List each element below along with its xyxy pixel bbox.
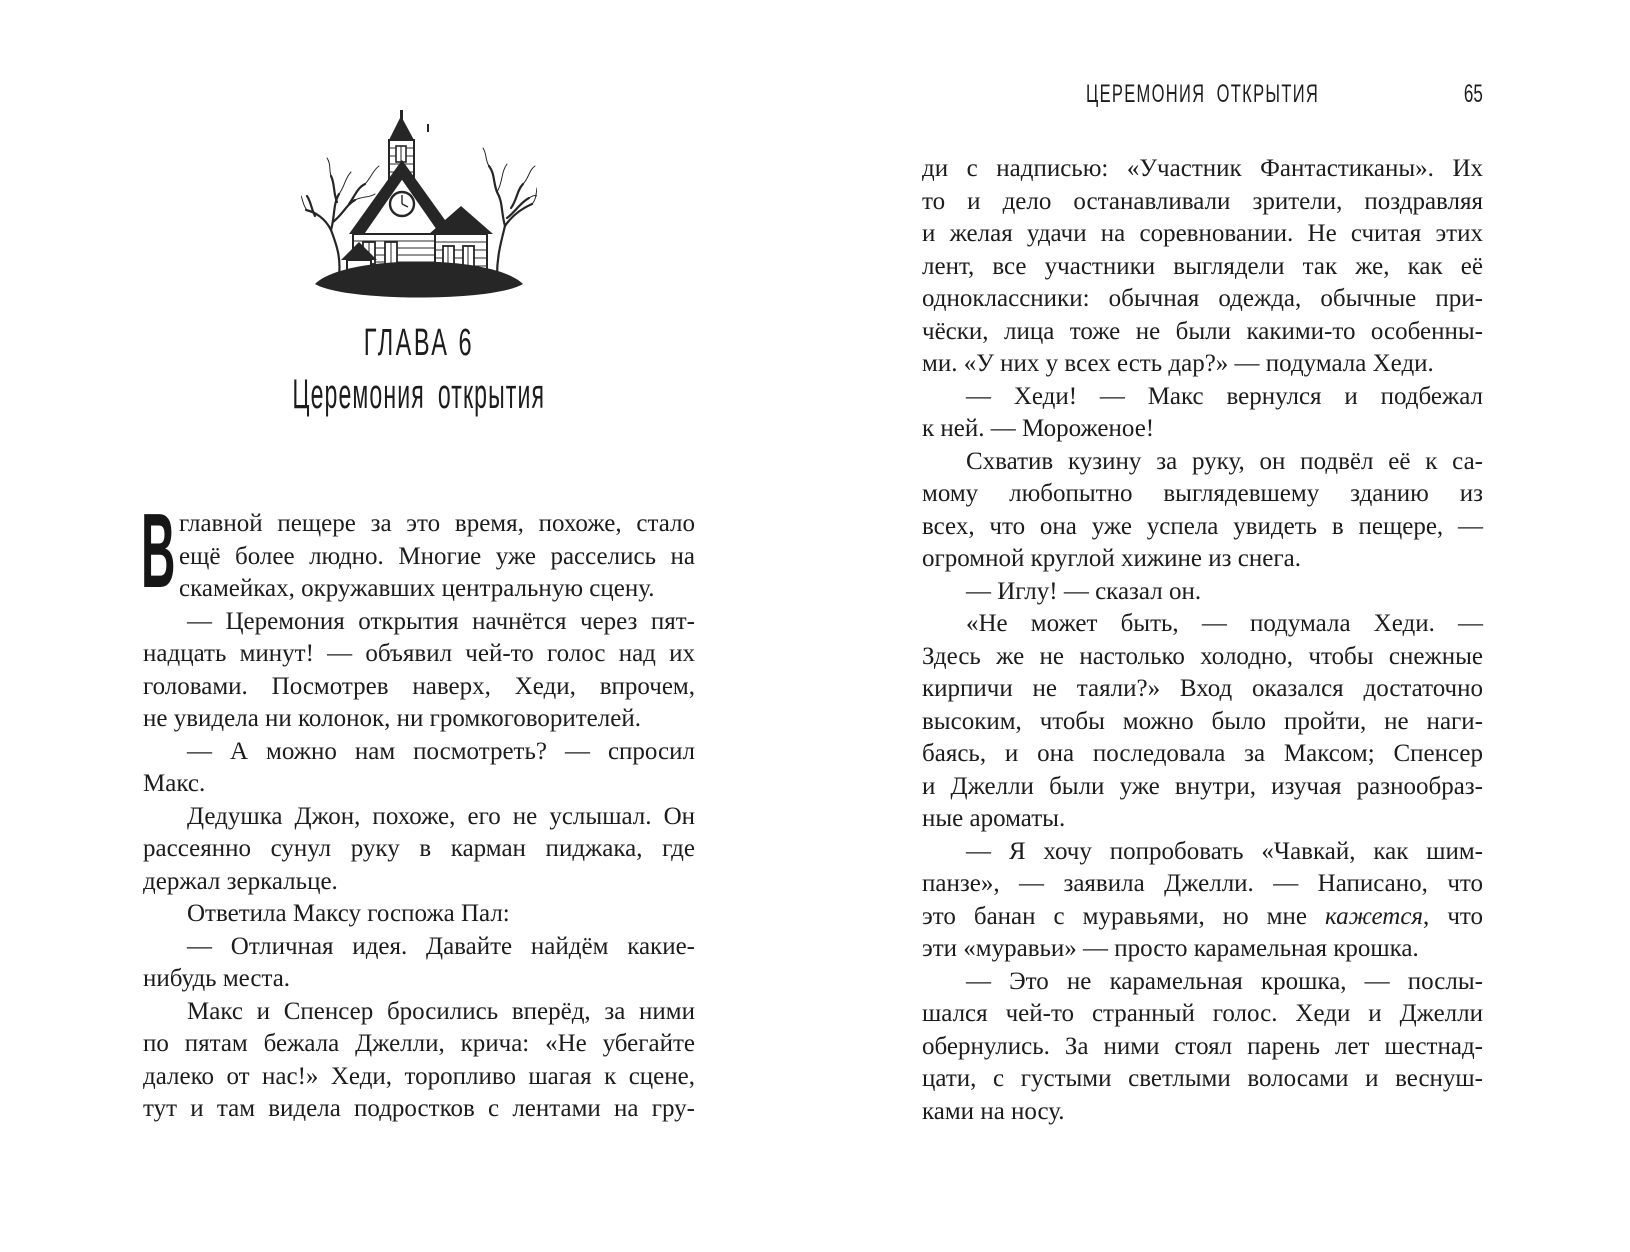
text-line: к ней. — Мороженое! (922, 415, 1155, 442)
text-line: шался чей-то странный голос. Хеди и Джелли (922, 1000, 1483, 1027)
text-line: обернулись. За ними стоял парень лет шестнад- (922, 1032, 1483, 1060)
text-line: одноклассники: обычная одежда, обычные при- (922, 285, 1483, 312)
text-line: огромной круглой хижине из снега. (922, 545, 1301, 572)
text-line: кирпичи не таяли?» Вход оказался достаточно (922, 675, 1483, 702)
text-line: мому любопытно выглядевшему зданию из (922, 480, 1483, 507)
text-line: и желая удачи на соревновании. Не считая этих (922, 220, 1483, 247)
text-line: — А можно нам посмотреть? — спросил (187, 737, 695, 765)
text-line: Макс и Спенсер бросились вперёд, за ними (187, 997, 695, 1025)
text-line: не увидела ни колонок, ни громкоговорителей. (143, 705, 641, 732)
text-line: — Я хочу попробовать «Чавкай, как шим- (966, 837, 1483, 865)
running-header: ЦЕРЕМОНИЯ ОТКРЫТИЯ (1085, 80, 1320, 108)
chapter-illustration (143, 108, 695, 313)
page-number: 65 (1464, 80, 1483, 108)
text-line: — Хеди! — Макс вернулся и подбежал (966, 382, 1483, 410)
text-line: — Отличная идея. Давайте найдём какие- (187, 932, 695, 960)
text-line: ди с надписью: «Участник Фантастиканы». Их (922, 155, 1483, 182)
text-line: скамейках, окружавших центральную сцену. (179, 575, 655, 602)
text-line: надцать минут! — объявил чей-то голос над их (143, 640, 695, 667)
text-line: головами. Посмотрев наверх, Хеди, впрочем, (143, 672, 695, 700)
text-line: это банан с муравьями, но мне кажется, что (922, 902, 1483, 930)
text-line: — Иглу! — сказал он. (966, 577, 1202, 605)
text-line: Схватив кузину за руку, он подвёл её к са- (966, 447, 1483, 475)
text-line: ми. «У них у всех есть дар?» — подумала Хеди. (922, 350, 1434, 377)
text-line: высоким, чтобы можно было пройти, не наги- (922, 707, 1483, 735)
text-line: Ответила Максу госпожа Пал: (187, 900, 510, 927)
chapter-number: ГЛАВА 6 (363, 322, 475, 364)
text-line: главной пещере за это время, похоже, стало (179, 510, 695, 537)
text-line: Здесь же не настолько холодно, чтобы снежные (922, 642, 1483, 670)
text-line: всех, что она уже успела увидеть в пещере, — (922, 512, 1483, 540)
text-line: Макс. (143, 770, 206, 797)
text-line: — Церемония открытия начнётся через пят- (187, 607, 695, 635)
drop-cap: В (141, 492, 176, 610)
haunted-house-icon (301, 108, 537, 308)
left-page-body-text (143, 508, 695, 1126)
text-line: «Не может быть, — подумала Хеди. — (966, 610, 1483, 637)
text-line: ещё более людно. Многие уже расселись на (179, 542, 695, 570)
text-line: и Джелли были уже внутри, изучая разнообраз- (922, 772, 1483, 800)
text-line: то и дело останавливали зрители, поздравляя (922, 187, 1483, 215)
right-page-header (922, 80, 1483, 110)
text-line: Дедушка Джон, похоже, его не услышал. Он (187, 802, 695, 830)
text-line: эти «муравьи» — просто карамельная крошка. (922, 935, 1419, 962)
text-line: ками на носу. (922, 1097, 1065, 1125)
text-line: рассеянно сунул руку в карман пиджака, где (143, 835, 695, 862)
text-line: тут и там видела подростков с лентами на гру- (143, 1095, 695, 1122)
text-line: чёски, лица тоже не были какими-то особенны- (922, 317, 1483, 345)
text-line: далеко от нас!» Хеди, торопливо шагая к сцене, (143, 1062, 695, 1090)
right-page-body-text (922, 153, 1483, 1128)
text-line: ные ароматы. (922, 805, 1066, 832)
text-line: цати, с густыми светлыми волосами и веснуш- (922, 1065, 1483, 1092)
text-line: нибудь места. (143, 965, 291, 992)
text-line: лент, все участники выглядели так же, как её (922, 252, 1483, 280)
text-line: баясь, и она последовала за Максом; Спенсер (922, 740, 1483, 767)
text-line: — Это не карамельная крошка, — послы- (966, 967, 1483, 995)
text-line: по пятам бежала Джелли, крича: «Не убегайте (143, 1030, 695, 1057)
chapter-title: Церемония открытия (292, 370, 546, 417)
text-line: держал зеркальце. (143, 867, 338, 895)
text-line: панзе», — заявила Джелли. — Написано, что (922, 870, 1483, 897)
